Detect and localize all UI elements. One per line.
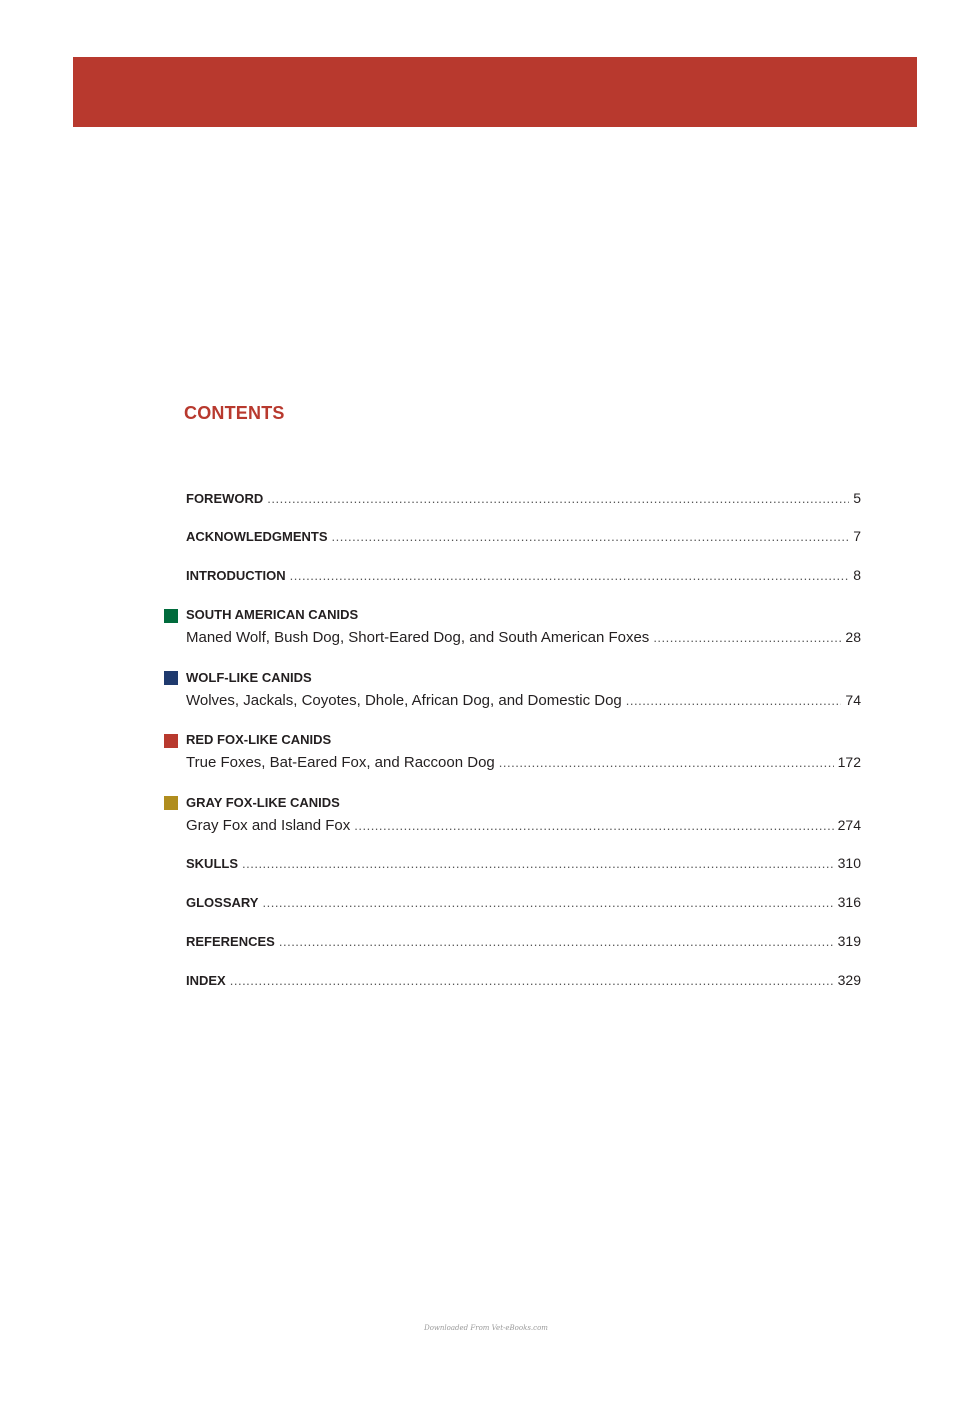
toc-entry-acknowledgments[interactable] (186, 528, 861, 548)
toc-entry-glossary[interactable] (186, 894, 861, 914)
toc-entry-foreword[interactable] (186, 490, 861, 510)
toc-entry-label: INDEX (186, 973, 226, 988)
dot-leader (499, 755, 834, 770)
section-subtitle: Maned Wolf, Bush Dog, Short-Eared Dog, and South American Foxes (186, 629, 650, 646)
dot-leader (230, 973, 834, 988)
toc-entry-gray-fox-like-canids[interactable] (186, 817, 861, 837)
dot-leader (354, 818, 833, 833)
section-subtitle: Gray Fox and Island Fox (186, 817, 351, 834)
toc-entry-page: 74 (845, 692, 861, 708)
section-color-swatch (164, 734, 178, 748)
section-subtitle: True Foxes, Bat-Eared Fox, and Raccoon Dog (186, 754, 495, 771)
toc-entry-references[interactable] (186, 933, 861, 953)
toc-entry-label: INTRODUCTION (186, 568, 286, 583)
toc-entry-page: 319 (837, 933, 861, 949)
section-title-gray-fox-like-canids: GRAY FOX-LIKE CANIDS (186, 795, 340, 810)
toc-entry-skulls[interactable] (186, 855, 861, 875)
toc-entry-label: REFERENCES (186, 934, 275, 949)
section-color-swatch (164, 671, 178, 685)
toc-entry-label: FOREWORD (186, 491, 264, 506)
dot-leader (279, 934, 834, 949)
download-watermark: Downloaded From Vet-eBooks.com (424, 1324, 548, 1332)
dot-leader (653, 630, 841, 645)
toc-entry-page: 172 (837, 754, 861, 770)
toc-entry-page: 7 (853, 528, 861, 544)
dot-leader (626, 693, 842, 708)
section-color-swatch (164, 796, 178, 810)
section-title-red-fox-like-canids: RED FOX-LIKE CANIDS (186, 732, 332, 747)
toc-entry-label: SKULLS (186, 856, 238, 871)
toc-entry-label: ACKNOWLEDGMENTS (186, 529, 328, 544)
toc-entry-introduction[interactable] (186, 567, 861, 587)
contents-heading: CONTENTS (184, 403, 285, 423)
toc-entry-page: 274 (837, 817, 861, 833)
toc-entry-index[interactable] (186, 972, 861, 992)
toc-entry-wolf-like-canids[interactable] (186, 692, 861, 712)
dot-leader (262, 895, 833, 910)
toc-entry-page: 28 (845, 629, 861, 645)
toc-entry-page: 5 (853, 490, 861, 506)
toc-entry-red-fox-like-canids[interactable] (186, 754, 861, 774)
toc-entry-page: 329 (837, 972, 861, 988)
section-color-swatch (164, 609, 178, 623)
header-band (73, 57, 917, 127)
section-title-south-american-canids: SOUTH AMERICAN CANIDS (186, 607, 359, 622)
toc-entry-page: 316 (837, 894, 861, 910)
toc-entry-page: 310 (837, 855, 861, 871)
section-subtitle: Wolves, Jackals, Coyotes, Dhole, African Dog, and Domestic Dog (186, 692, 622, 709)
section-title-wolf-like-canids: WOLF-LIKE CANIDS (186, 670, 312, 685)
dot-leader (290, 568, 850, 583)
dot-leader (267, 491, 849, 506)
dot-leader (332, 529, 850, 544)
toc-entry-south-american-canids[interactable] (186, 629, 861, 649)
dot-leader (242, 856, 834, 871)
toc-entry-label: GLOSSARY (186, 895, 259, 910)
toc-entry-page: 8 (853, 567, 861, 583)
